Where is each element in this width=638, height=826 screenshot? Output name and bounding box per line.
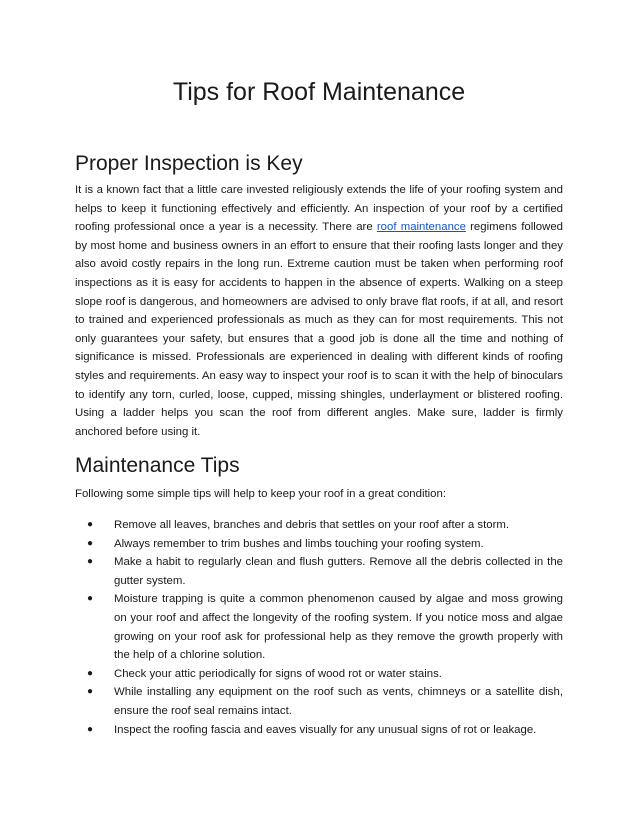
tip-text: Make a habit to regularly clean and flush gutters. Remove all the debris collected in the gutter system.: [114, 556, 563, 587]
tip-text: Inspect the roofing fascia and eaves visually for any unusual signs of rot or leakage.: [114, 723, 537, 736]
section-heading-inspection: Proper Inspection is Key: [75, 152, 303, 175]
paragraph-text-start: It is a known fact that a little care invested religiously extends the life of your roofing system and helps to keep it functioning effectively and efficiently. An inspection of your roof by a certified roofing professional once a year is a necessity. There are: [75, 184, 563, 234]
tips-intro: Following some simple tips will help to keep your roof in a great condition:: [75, 488, 447, 500]
bullet-icon: ●: [87, 667, 94, 679]
list-item: [75, 535, 563, 554]
list-item: [75, 721, 563, 740]
tip-text: While installing any equipment on the roof such as vents, chimneys or a satellite dish, ensure the roof seal remains intact.: [114, 686, 563, 717]
bullet-icon: ●: [87, 519, 94, 530]
roof-maintenance-link[interactable]: roof maintenance: [376, 221, 466, 234]
tip-text: Always remember to trim bushes and limbs touching your roofing system.: [114, 537, 484, 550]
document-title: Tips for Roof Maintenance: [172, 78, 466, 106]
bullet-icon: ●: [87, 723, 94, 735]
bullet-icon: ●: [87, 686, 94, 698]
tips-list: [75, 516, 563, 739]
list-item: [75, 665, 563, 684]
bullet-icon: ●: [87, 593, 94, 605]
bullet-icon: ●: [87, 537, 94, 549]
inspection-paragraph: [75, 181, 563, 441]
paragraph-text-end: regimens followed by most home and business owners in an effort to ensure that their roofing lasts longer and they also avoid costly repairs in the long run. Extreme caution must be taken when performing roof inspections as it is easy for accidents to happen in the absence of experts. Walking on a steep slope roof is dangerous, and homeowners are advised to only brave flat roofs, if at all, and resort to trained and experienced professionals as much as they can for most requirements. This not only guarantees your safety, but ensures that a good job is done all the time and nothing of significance is missed. Professionals are experienced in dealing with different kinds of roofing styles and requirements. An easy way to inspect your roof is to scan it with the help of binoculars to identify any torn, curled, loose, cupped, missing shingles, underlayment or blistered roofing. Using a ladder helps you scan the roof from different angles. Make sure, ladder is firmly anchored before using it.: [75, 221, 563, 438]
list-item: [75, 516, 563, 535]
bullet-icon: ●: [87, 556, 94, 568]
list-item: [75, 683, 563, 720]
tip-text: Remove all leaves, branches and debris that settles on your roof after a storm.: [114, 519, 510, 531]
list-item: [75, 590, 563, 664]
section-heading-tips: Maintenance Tips: [75, 454, 240, 477]
tip-text: Check your attic periodically for signs of wood rot or water stains.: [114, 667, 442, 680]
list-item: [75, 553, 563, 590]
tip-text: Moisture trapping is quite a common phenomenon caused by algae and moss growing on your roof and affect the longevity of the roofing system. If you notice moss and algae growing on your roof ask for professional help as they remove the growth properly with the help of a chlorine solution.: [114, 593, 563, 662]
